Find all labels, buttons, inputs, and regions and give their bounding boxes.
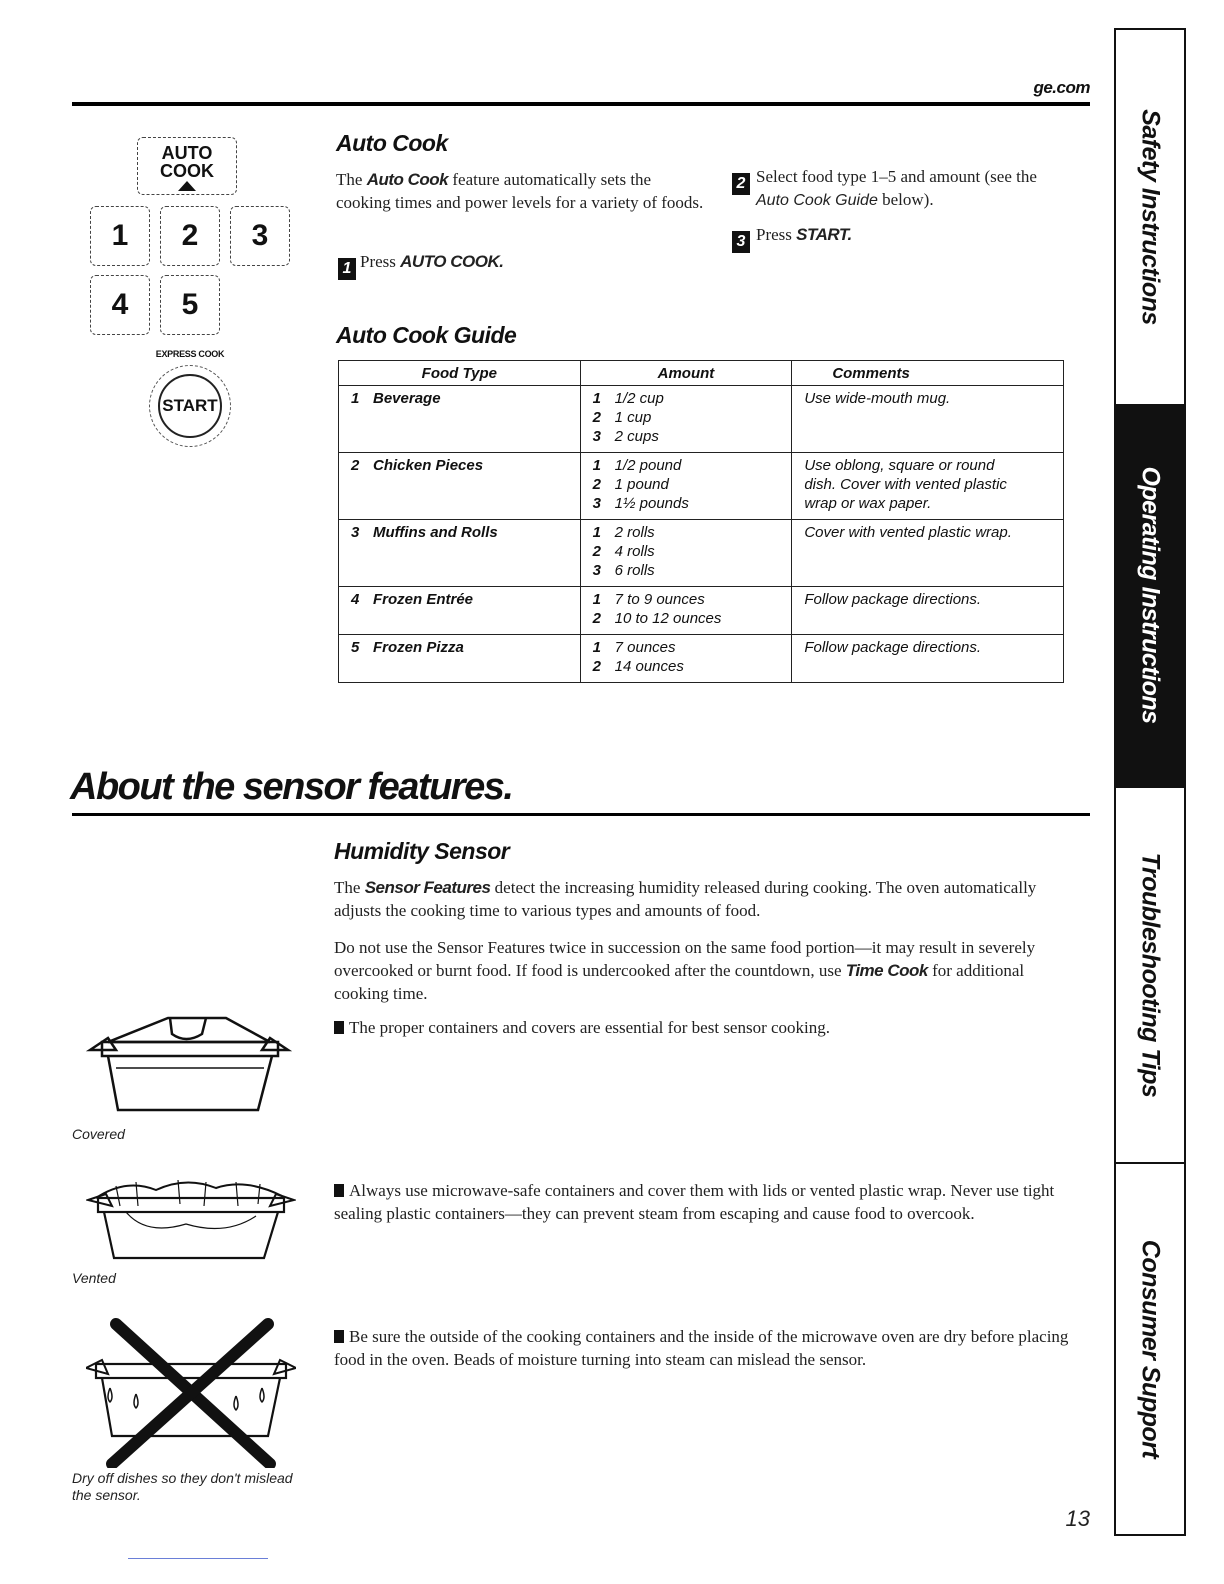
bullet-icon: [334, 1184, 344, 1197]
sensor-bullet-1-text: The proper containers and covers are essential for best sensor cooking.: [349, 1018, 831, 1037]
amount-option: [593, 494, 784, 513]
amount-option: [593, 609, 784, 628]
amount-number: 1: [592, 591, 601, 608]
covered-dish-illustration: [86, 1012, 292, 1116]
amount-cell: [580, 587, 792, 635]
footer-rule: [128, 1558, 268, 1559]
section-rule: [72, 813, 1090, 816]
tab-operating-instructions[interactable]: [1116, 404, 1184, 786]
amount-number: 2: [592, 476, 601, 493]
side-tabs: [1114, 28, 1186, 1536]
table-row: [339, 520, 1064, 587]
step-1-badge: 1: [338, 258, 356, 280]
sensor-bullet-2-text: Always use microwave-safe containers and cover them with lids or vented plastic wrap. Never use tight sealing plastic containers—they can prevent steam from escaping and cause food to overcook.: [334, 1181, 1055, 1223]
step-3-pre: Press: [756, 225, 797, 244]
amount-number: 3: [592, 428, 601, 445]
site-url: ge.com: [1033, 78, 1090, 97]
amount-value: 4 rolls: [614, 543, 655, 560]
number-key-1[interactable]: 1: [90, 206, 150, 266]
number-key-4[interactable]: 4: [90, 275, 150, 335]
amount-option: [593, 542, 784, 561]
table-header-row: [339, 361, 1064, 386]
amount-cell: [580, 386, 792, 453]
amount-option: [593, 427, 784, 446]
sensor-bullet-2: [334, 1179, 1069, 1225]
amount-value: 2 rolls: [614, 524, 655, 541]
step-3-emphasis: START.: [796, 225, 852, 244]
bullet-icon: [334, 1021, 344, 1034]
amount-option: [593, 523, 784, 542]
food-number: 3: [351, 524, 360, 541]
table-row: [339, 635, 1064, 683]
step-1-emphasis: AUTO COOK.: [400, 252, 504, 271]
amount-value: 7 to 9 ounces: [614, 591, 705, 608]
food-type-cell: [339, 587, 581, 635]
comment-cell: Cover with vented plastic wrap.: [792, 520, 1064, 587]
start-button-label: START: [158, 374, 222, 438]
page-number: 13: [1065, 1506, 1090, 1531]
amount-option: [593, 408, 784, 427]
food-number: 2: [351, 457, 360, 474]
caption-covered: Covered: [72, 1126, 125, 1142]
column-header-amount: Amount: [580, 361, 792, 386]
intro-text-rest: feature automatically sets the cooking times and power levels for a variety of foods.: [336, 170, 704, 212]
step-1-pre: Press: [360, 252, 401, 271]
amount-number: 1: [592, 639, 601, 656]
bullet-icon: [334, 1330, 344, 1343]
amount-number: 3: [592, 562, 601, 579]
amount-value: 2 cups: [614, 428, 659, 445]
wet-dish-illustration: [86, 1318, 296, 1468]
step-3-badge: 3: [732, 231, 750, 253]
amount-number: 2: [592, 543, 601, 560]
number-key-5[interactable]: 5: [160, 275, 220, 335]
number-key-3[interactable]: 3: [230, 206, 290, 266]
amount-value: 7 ounces: [614, 639, 676, 656]
food-name: Chicken Pieces: [373, 457, 484, 474]
tab-troubleshooting-tips[interactable]: [1116, 788, 1184, 1162]
step-2-post: below).: [877, 190, 934, 209]
step-2-text: [756, 165, 1056, 212]
intro-text: The: [336, 170, 367, 189]
amount-number: 3: [592, 495, 601, 512]
food-number: 5: [351, 639, 360, 656]
auto-cook-key-line2: COOK: [160, 161, 214, 181]
amount-cell: [580, 635, 792, 683]
amount-value: 14 ounces: [614, 658, 684, 675]
amount-option: [593, 389, 784, 408]
step-2-emphasis: Auto Cook Guide: [756, 192, 878, 209]
tab-label: Consumer Support: [1136, 1239, 1165, 1459]
amount-number: 1: [592, 390, 601, 407]
auto-cook-guide-table: [338, 360, 1064, 683]
tab-label: Safety Instructions: [1136, 109, 1165, 325]
sensor-paragraph-1: [334, 876, 1064, 922]
step-3-text: [756, 223, 852, 246]
express-cook-label: EXPRESS COOK: [155, 349, 225, 359]
sensor-bullet-3: [334, 1325, 1079, 1371]
sensor-p1-pre: The: [334, 878, 365, 897]
column-header-food-type: Food Type: [339, 361, 581, 386]
caption-dry-dishes: Dry off dishes so they don't mislead the sensor.: [72, 1470, 293, 1503]
food-type-cell: [339, 635, 581, 683]
food-name: Muffins and Rolls: [373, 524, 498, 541]
amount-number: 1: [592, 457, 601, 474]
amount-value: 1/2 cup: [614, 390, 664, 407]
food-number: 4: [351, 591, 360, 608]
amount-number: 2: [592, 610, 601, 627]
food-type-cell: [339, 453, 581, 520]
food-name: Beverage: [373, 390, 441, 407]
auto-cook-guide-heading: Auto Cook Guide: [336, 322, 517, 348]
food-type-cell: [339, 386, 581, 453]
auto-cook-key[interactable]: [137, 137, 237, 195]
amount-number: 2: [592, 658, 601, 675]
triangle-icon: [178, 181, 196, 191]
amount-option: [593, 590, 784, 609]
comment-cell: Follow package directions.: [792, 635, 1064, 683]
food-number: 1: [351, 390, 360, 407]
auto-cook-intro: [336, 168, 706, 214]
humidity-sensor-heading: Humidity Sensor: [334, 838, 510, 864]
tab-safety-instructions[interactable]: [1116, 30, 1184, 404]
amount-value: 1/2 pound: [614, 457, 682, 474]
food-name: Frozen Pizza: [373, 639, 464, 656]
intro-emphasis: Auto Cook: [366, 170, 449, 189]
amount-value: 1½ pounds: [614, 495, 689, 512]
comment-cell: Use oblong, square or round dish. Cover with vented plastic wrap or wax paper.: [792, 453, 1064, 520]
amount-number: 2: [592, 409, 601, 426]
table-row: [339, 386, 1064, 453]
header-rule: [72, 102, 1090, 106]
tab-label: Troubleshooting Tips: [1136, 852, 1165, 1098]
sensor-p2-post: for additional cooking time.: [334, 961, 1025, 1003]
food-name: Frozen Entrée: [373, 591, 474, 608]
table-row: [339, 587, 1064, 635]
auto-cook-heading: Auto Cook: [336, 130, 448, 156]
amount-option: [593, 638, 784, 657]
vented-dish-illustration: [86, 1176, 296, 1264]
amount-value: 1 pound: [614, 476, 669, 493]
sensor-p1-post: detect the increasing humidity released during cooking. The oven automatically adjusts the cooking time to various types and amounts of food.: [334, 878, 1037, 920]
amount-value: 6 rolls: [614, 562, 655, 579]
amount-cell: [580, 453, 792, 520]
caption-vented: Vented: [72, 1270, 116, 1286]
amount-value: 10 to 12 ounces: [614, 610, 722, 627]
tab-consumer-support[interactable]: [1116, 1164, 1184, 1534]
amount-option: [593, 475, 784, 494]
section-title: About the sensor features.: [70, 766, 513, 808]
amount-value: 1 cup: [614, 409, 652, 426]
amount-option: [593, 456, 784, 475]
sensor-paragraph-2: [334, 936, 1064, 1005]
amount-number: 1: [592, 524, 601, 541]
comment-cell: Follow package directions.: [792, 587, 1064, 635]
auto-cook-key-line1: AUTO: [161, 143, 213, 163]
step-1-text: [360, 250, 503, 273]
amount-option: [593, 561, 784, 580]
sensor-p2-pre: Do not use the Sensor Features twice in succession on the same food portion—it may result in severely overcooked or burnt food. If food is undercooked after the countdown, use: [334, 938, 1036, 980]
table-row: [339, 453, 1064, 520]
sensor-p2-emphasis: Time Cook: [845, 961, 928, 980]
amount-option: [593, 657, 784, 676]
sensor-bullet-3-text: Be sure the outside of the cooking containers and the inside of the microwave oven are dry before placing food in the oven. Beads of moisture turning into steam can mislead the sensor.: [334, 1327, 1069, 1369]
number-key-2[interactable]: 2: [160, 206, 220, 266]
step-2-pre: Select food type 1–5 and amount (see the: [756, 167, 1037, 186]
start-button[interactable]: [149, 365, 231, 447]
comment-cell: Use wide-mouth mug.: [792, 386, 1064, 453]
tab-label: Operating Instructions: [1136, 466, 1165, 724]
step-2-badge: 2: [732, 173, 750, 195]
amount-cell: [580, 520, 792, 587]
column-header-comments: Comments: [792, 361, 1064, 386]
sensor-bullet-1: [334, 1016, 1064, 1039]
sensor-p1-emphasis: Sensor Features: [364, 878, 491, 897]
food-type-cell: [339, 520, 581, 587]
